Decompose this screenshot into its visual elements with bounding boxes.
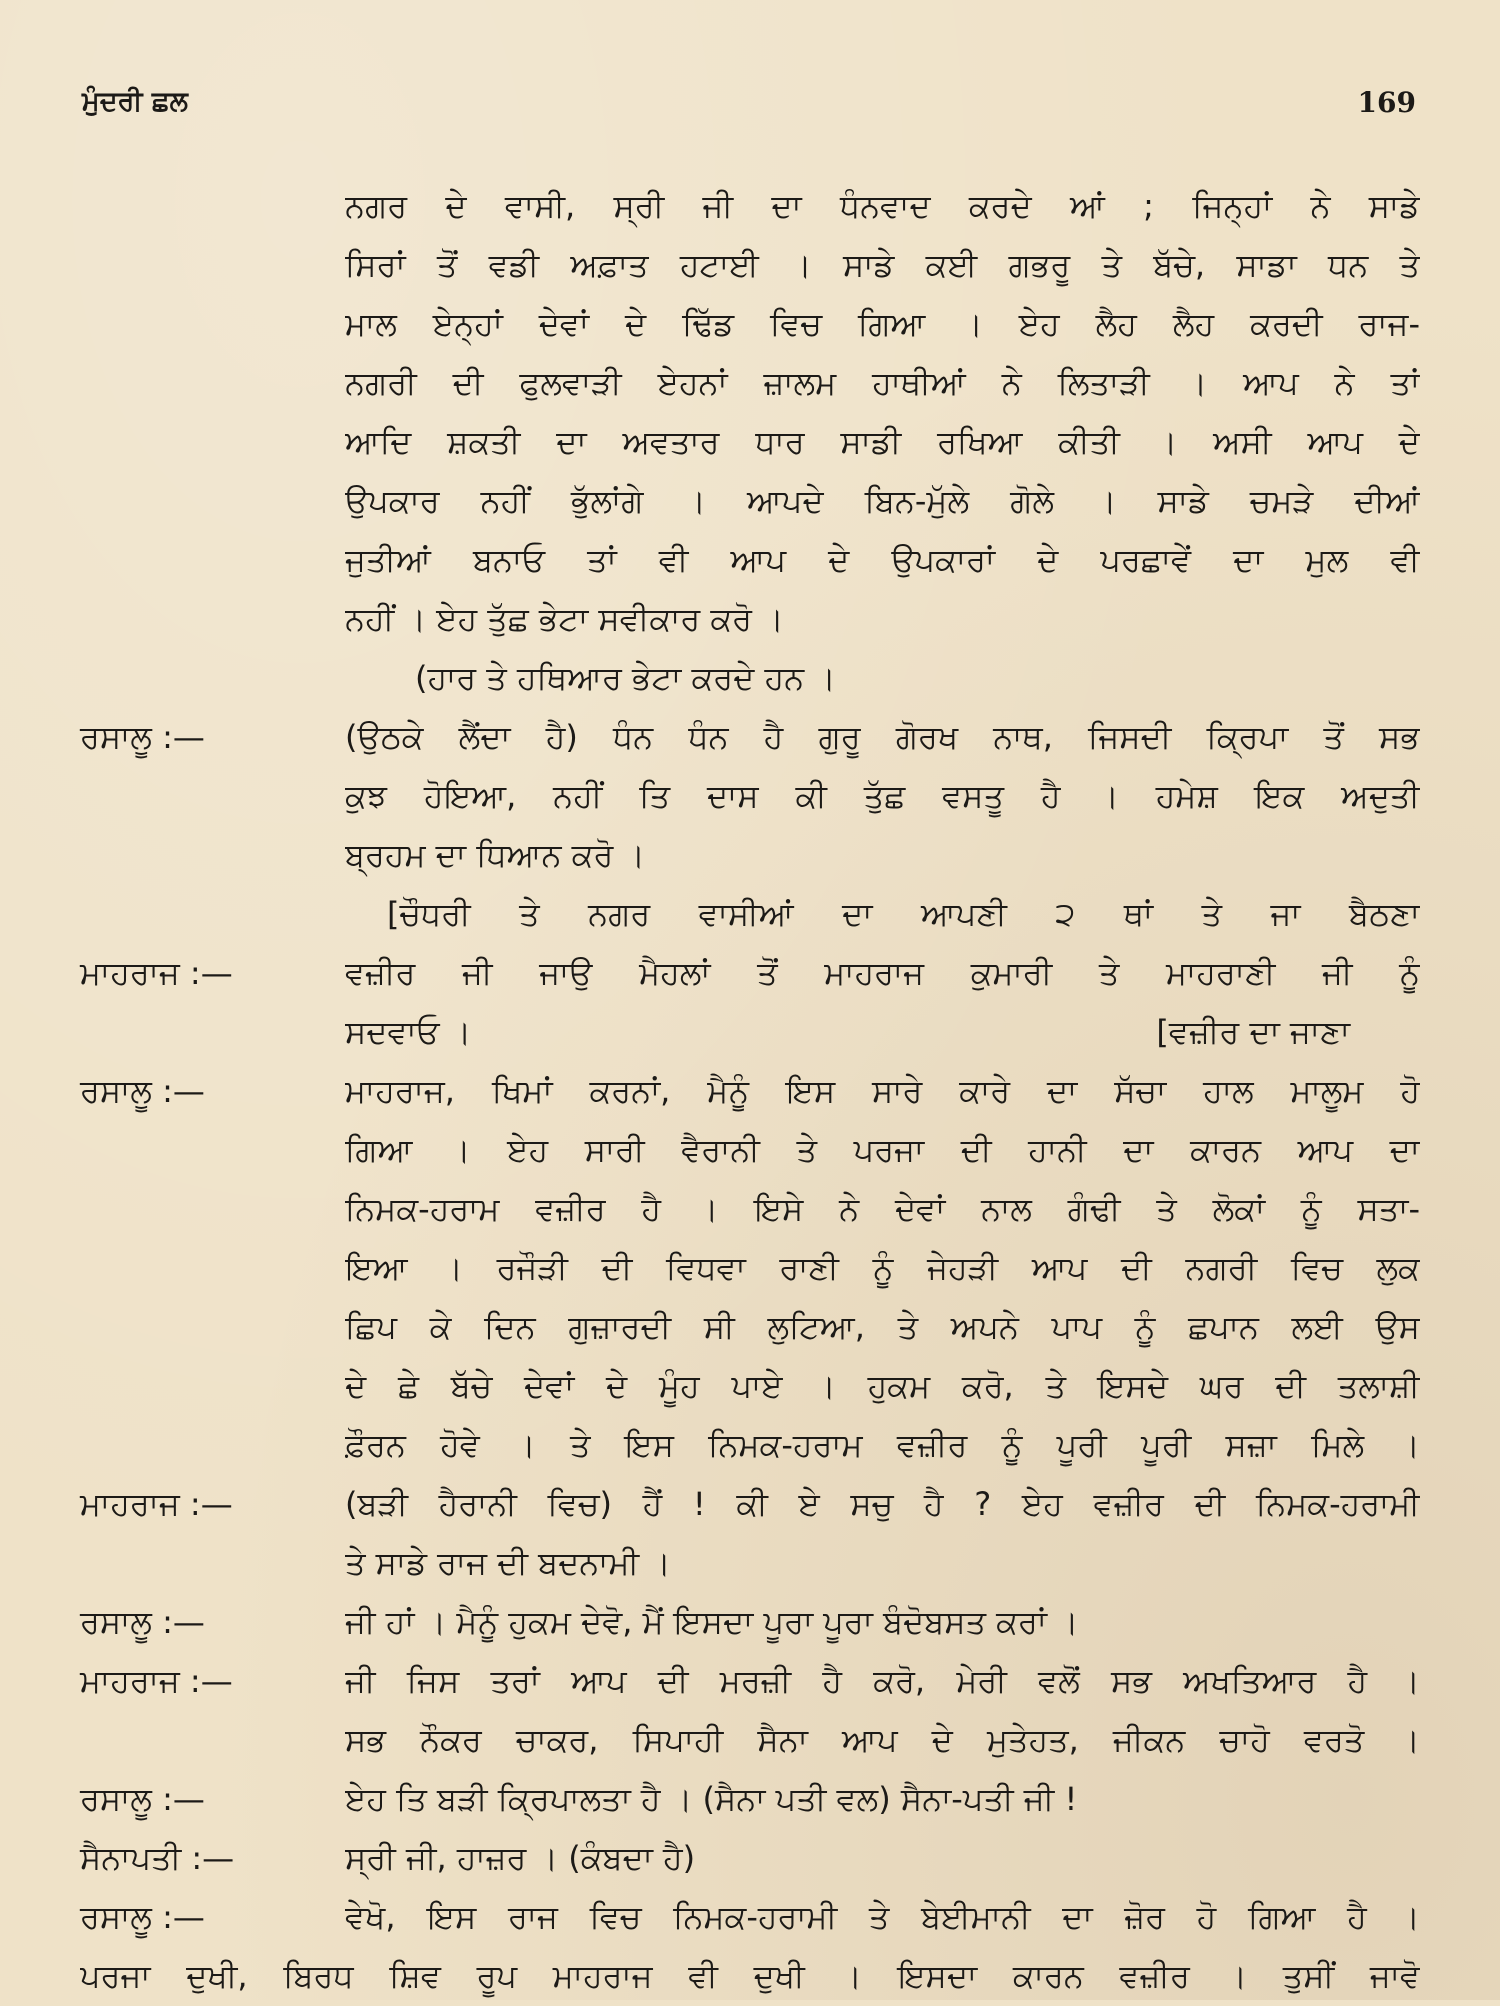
dialogue-entry: [80, 944, 1420, 1062]
running-head: ਮੁੰਦਰੀ ਛਲ: [82, 86, 188, 117]
dialogue-entry: [80, 1888, 1420, 1947]
text-line: ਗਿਆ । ਏਹ ਸਾਰੀ ਵੈਰਾਨੀ ਤੇ ਪਰਜਾ ਦੀ ਹਾਨੀ ਦਾ ਕਾਰਨ ਆਪ ਦਾ: [345, 1131, 1420, 1169]
speech-text: [345, 1593, 1420, 1652]
text-line: ਸਿਰਾਂ ਤੋਂ ਵਡੀ ਅਫ਼ਾਤ ਹਟਾਈ । ਸਾਡੇ ਕਈ ਗਭਰੂ ਤੇ ਬੱਚੇ, ਸਾਡਾ ਧਨ ਤੇ: [345, 246, 1420, 284]
text-line: ਤੇ ਸਾਡੇ ਰਾਜ ਦੀ ਬਦਨਾਮੀ ।: [345, 1544, 671, 1582]
speech-text: [345, 1770, 1420, 1829]
text-line: ਵਜ਼ੀਰ ਜੀ ਜਾਉ ਮੈਹਲਾਂ ਤੋਂ ਮਾਹਰਾਜ ਕੁਮਾਰੀ ਤੇ ਮਾਹਰਾਣੀ ਜੀ ਨੂੰ: [345, 954, 1420, 992]
text-line: ਨਿਮਕ-ਹਰਾਮ ਵਜ਼ੀਰ ਹੈ । ਇਸੇ ਨੇ ਦੇਵਾਂ ਨਾਲ ਗੰਢੀ ਤੇ ਲੋਕਾਂ ਨੂੰ ਸਤਾ-: [345, 1190, 1420, 1228]
dialogue-entry: [80, 1770, 1420, 1829]
text-line: ਸਭ ਨੌਕਰ ਚਾਕਰ, ਸਿਪਾਹੀ ਸੈਨਾ ਆਪ ਦੇ ਮੁਤੇਹਤ, ਜੀਕਨ ਚਾਹੋ ਵਰਤੋ ।: [345, 1721, 1420, 1759]
speech-text: [345, 177, 1420, 708]
speech-text: [345, 1888, 1420, 1947]
speech-text: [345, 1475, 1420, 1593]
text-line: ਮਾਲ ਏਨ੍ਹਾਂ ਦੇਵਾਂ ਦੇ ਢਿੱਡ ਵਿਚ ਗਿਆ । ਏਹ ਲੈਹ ਲੈਹ ਕਰਦੀ ਰਾਜ-: [345, 305, 1420, 343]
page-body: [80, 177, 1420, 2006]
page-number: 169: [1357, 86, 1416, 119]
text-line: (ਉਠਕੇ ਲੈਂਦਾ ਹੈ) ਧੰਨ ਧੰਨ ਹੈ ਗੁਰੂ ਗੋਰਖ ਨਾਥ, ਜਿਸਦੀ ਕ੍ਰਿਪਾ ਤੋਂ ਸਭ: [345, 718, 1420, 756]
text-line-full-width: ਪਰਜਾ ਦੁਖੀ, ਬਿਰਧ ਸ਼ਿਵ ਰੂਪ ਮਾਹਰਾਜ ਵੀ ਦੁਖੀ । ਇਸਦਾ ਕਾਰਨ ਵਜ਼ੀਰ । ਤੁਸੀਂ ਜਾਵੋ: [80, 1957, 1420, 1995]
speaker-label: ਮਾਹਰਾਜ :—: [80, 1662, 233, 1700]
text-line: ਨਗਰ ਦੇ ਵਾਸੀ, ਸ੍ਰੀ ਜੀ ਦਾ ਧੰਨਵਾਦ ਕਰਦੇ ਆਂ ; ਜਿਨ੍ਹਾਂ ਨੇ ਸਾਡੇ: [345, 187, 1420, 225]
text-line: ਆਦਿ ਸ਼ਕਤੀ ਦਾ ਅਵਤਾਰ ਧਾਰ ਸਾਡੀ ਰਖਿਆ ਕੀਤੀ । ਅਸੀ ਆਪ ਦੇ: [345, 423, 1420, 461]
dialogue-entry: [80, 708, 1420, 944]
text-line: ਛਿਪ ਕੇ ਦਿਨ ਗੁਜ਼ਾਰਦੀ ਸੀ ਲੁਟਿਆ, ਤੇ ਅਪਨੇ ਪਾਪ ਨੂੰ ਛਪਾਨ ਲਈ ਉਸ: [345, 1308, 1420, 1346]
text-line: ਨਗਰੀ ਦੀ ਫੁਲਵਾੜੀ ਏਹਨਾਂ ਜ਼ਾਲਮ ਹਾਥੀਆਂ ਨੇ ਲਿਤਾੜੀ । ਆਪ ਨੇ ਤਾਂ: [345, 364, 1420, 402]
speaker-blank: [80, 177, 345, 236]
stage-direction: [ਵਜ਼ੀਰ ਦਾ ਜਾਣਾ: [1156, 1013, 1350, 1051]
dialogue-continuation: [80, 177, 1420, 708]
speaker-label: ਰਸਾਲੂ :—: [80, 1898, 205, 1936]
speaker-label: ਰਸਾਲੂ :—: [80, 1603, 205, 1641]
text-line: ਇਆ । ਰਜੌੜੀ ਦੀ ਵਿਧਵਾ ਰਾਣੀ ਨੂੰ ਜੇਹੜੀ ਆਪ ਦੀ ਨਗਰੀ ਵਿਚ ਲੁਕ: [345, 1249, 1420, 1287]
text-line: ਜੀ ਹਾਂ । ਮੈਨੂੰ ਹੁਕਮ ਦੇਵੋ, ਮੈਂ ਇਸਦਾ ਪੂਰਾ ਪੂਰਾ ਬੰਦੋਬਸਤ ਕਰਾਂ ।: [345, 1603, 1079, 1641]
speaker-label: ਮਾਹਰਾਜ :—: [80, 954, 233, 992]
text-line: ਕੁਝ ਹੋਇਆ, ਨਹੀਂ ਤਿ ਦਾਸ ਕੀ ਤੁੱਛ ਵਸਤੂ ਹੈ । ਹਮੇਸ਼ ਇਕ ਅਦੁਤੀ: [345, 777, 1420, 815]
text-line: ਏਹ ਤਿ ਬੜੀ ਕ੍ਰਿਪਾਲਤਾ ਹੈ । (ਸੈਨਾ ਪਤੀ ਵਲ) ਸੈਨਾ-ਪਤੀ ਜੀ !: [345, 1780, 1078, 1818]
stage-direction: [ਚੌਧਰੀ ਤੇ ਨਗਰ ਵਾਸੀਆਂ ਦਾ ਆਪਣੀ ੨ ਥਾਂ ਤੇ ਜਾ ਬੈਠਣਾ: [387, 895, 1420, 933]
text-fragment: ਸਦਵਾਓ ।: [345, 1013, 472, 1051]
speech-text: [345, 1062, 1420, 1475]
text-line: ਫ਼ੌਰਨ ਹੋਵੇ । ਤੇ ਇਸ ਨਿਮਕ-ਹਰਾਮ ਵਜ਼ੀਰ ਨੂੰ ਪੂਰੀ ਪੂਰੀ ਸਜ਼ਾ ਮਿਲੇ ।: [345, 1426, 1420, 1464]
speaker-label: ਰਸਾਲੂ :—: [80, 718, 205, 756]
dialogue-entry: [80, 1062, 1420, 1475]
text-line: ਨਹੀਂ । ਏਹ ਤੁੱਛ ਭੇਟਾ ਸਵੀਕਾਰ ਕਰੋ ।: [345, 600, 784, 638]
text-line: ਬ੍ਰਹਮ ਦਾ ਧਿਆਨ ਕਰੋ ।: [345, 836, 646, 874]
speech-text: [345, 1829, 1420, 1888]
text-line: ਉਪਕਾਰ ਨਹੀਂ ਭੁੱਲਾਂਗੇ । ਆਪਦੇ ਬਿਨ-ਮੁੱਲੇ ਗੋਲੇ । ਸਾਡੇ ਚਮੜੇ ਦੀਆਂ: [345, 482, 1420, 520]
speech-text: [345, 708, 1420, 944]
page-header: [82, 86, 1416, 126]
dialogue-entry: [80, 1829, 1420, 1888]
dialogue-entry: [80, 1593, 1420, 1652]
text-line: ਵੇਖੋ, ਇਸ ਰਾਜ ਵਿਚ ਨਿਮਕ-ਹਰਾਮੀ ਤੇ ਬੇਈਮਾਨੀ ਦਾ ਜ਼ੋਰ ਹੋ ਗਿਆ ਹੈ ।: [345, 1898, 1420, 1936]
dialogue-entry: [80, 1475, 1420, 1593]
speaker-label: ਰਸਾਲੂ :—: [80, 1072, 205, 1110]
text-line: ਸ੍ਰੀ ਜੀ, ਹਾਜ਼ਰ । (ਕੰਬਦਾ ਹੈ): [345, 1839, 696, 1877]
text-line: [345, 1003, 1420, 1062]
speaker-label: ਸੈਨਾਪਤੀ :—: [80, 1839, 235, 1877]
dialogue-entry: [80, 1652, 1420, 1770]
text-line: ਦੇ ਛੇ ਬੱਚੇ ਦੇਵਾਂ ਦੇ ਮੂੰਹ ਪਾਏ । ਹੁਕਮ ਕਰੋ, ਤੇ ਇਸਦੇ ਘਰ ਦੀ ਤਲਾਸ਼ੀ: [345, 1367, 1420, 1405]
speaker-label: ਮਾਹਰਾਜ :—: [80, 1485, 233, 1523]
speech-text: [345, 1652, 1420, 1770]
speaker-label: ਰਸਾਲੂ :—: [80, 1780, 205, 1818]
speech-text: [345, 944, 1420, 1062]
text-line: ਜੁਤੀਆਂ ਬਨਾਓ ਤਾਂ ਵੀ ਆਪ ਦੇ ਉਪਕਾਰਾਂ ਦੇ ਪਰਛਾਵੇਂ ਦਾ ਮੁਲ ਵੀ: [345, 541, 1420, 579]
text-line: ਜੀ ਜਿਸ ਤਰਾਂ ਆਪ ਦੀ ਮਰਜ਼ੀ ਹੈ ਕਰੋ, ਮੇਰੀ ਵਲੋਂ ਸਭ ਅਖਤਿਆਰ ਹੈ ।: [345, 1662, 1420, 1700]
text-line: ਮਾਹਰਾਜ, ਖਿਮਾਂ ਕਰਨਾਂ, ਮੈਨੂੰ ਇਸ ਸਾਰੇ ਕਾਰੇ ਦਾ ਸੱਚਾ ਹਾਲ ਮਾਲੂਮ ਹੋ: [345, 1072, 1420, 1110]
stage-direction: (ਹਾਰ ਤੇ ਹਥਿਆਰ ਭੇਟਾ ਕਰਦੇ ਹਨ ।: [415, 659, 836, 697]
text-line: (ਬੜੀ ਹੈਰਾਨੀ ਵਿਚ) ਹੈਂ ! ਕੀ ਏ ਸਚੁ ਹੈ ? ਏਹ ਵਜ਼ੀਰ ਦੀ ਨਿਮਕ-ਹਰਾਮੀ: [345, 1485, 1420, 1523]
